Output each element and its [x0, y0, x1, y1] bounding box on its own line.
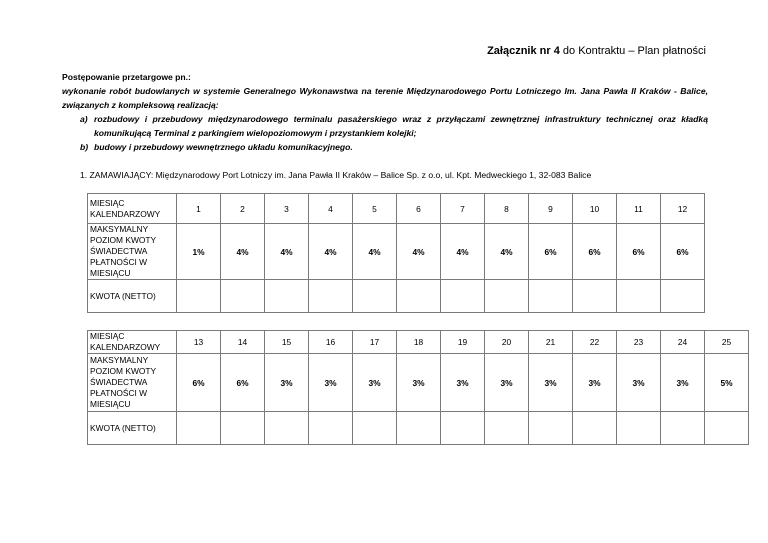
month-cell: 19 — [441, 331, 485, 354]
month-row — [88, 194, 705, 224]
level-cell: 3% — [485, 354, 529, 412]
amount-cell — [661, 412, 705, 445]
amount-cell — [529, 412, 573, 445]
level-cell: 4% — [309, 224, 353, 280]
level-cell: 4% — [441, 224, 485, 280]
amount-cell — [265, 412, 309, 445]
level-cell: 6% — [177, 354, 221, 412]
payment-plan-table-2 — [87, 330, 749, 445]
month-cell: 3 — [265, 194, 309, 224]
procedure-intro — [62, 70, 708, 154]
procedure-heading: Postępowanie przetargowe pn.: — [62, 72, 191, 82]
amount-cell — [397, 280, 441, 313]
level-row — [88, 354, 749, 412]
level-cell: 4% — [485, 224, 529, 280]
scope-list — [62, 112, 708, 154]
level-cell: 3% — [397, 354, 441, 412]
level-cell: 6% — [573, 224, 617, 280]
month-cell: 8 — [485, 194, 529, 224]
amount-cell — [353, 412, 397, 445]
amount-cell — [221, 280, 265, 313]
month-cell: 20 — [485, 331, 529, 354]
scope-item-mark: a) — [80, 114, 88, 124]
scope-item-text: budowy i przebudowy wewnętrznego układu komunikacyjnego. — [94, 142, 353, 152]
month-label: MIESIĄC KALENDARZOWY — [88, 194, 177, 224]
level-cell: 3% — [309, 354, 353, 412]
month-cell: 25 — [705, 331, 749, 354]
scope-item-mark: b) — [80, 142, 89, 152]
level-cell: 4% — [397, 224, 441, 280]
amount-cell — [529, 280, 573, 313]
month-cell: 13 — [177, 331, 221, 354]
amount-cell — [573, 280, 617, 313]
month-cell: 11 — [617, 194, 661, 224]
level-cell: 3% — [573, 354, 617, 412]
annex-number: Załącznik nr 4 — [487, 45, 560, 57]
amount-cell — [309, 280, 353, 313]
month-cell: 6 — [397, 194, 441, 224]
level-cell: 6% — [617, 224, 661, 280]
scope-item-text: rozbudowy i przebudowy międzynarodowego terminalu pasażerskiego wraz z przyłączami zewnętrznej infrastruktury technicznej oraz kładką komunikującą Terminal z parkingiem wielopoziomowym i przystankiem kolejki; — [94, 114, 708, 138]
orderer-line: 1. ZAMAWIAJĄCY: Międzynarodowy Port Lotniczy im. Jana Pawła II Kraków – Balice Sp. z o.o, ul. Kpt. Medweckiego 1, 32-083 Balice — [80, 170, 592, 180]
month-cell: 23 — [617, 331, 661, 354]
annex-title — [487, 45, 706, 57]
month-cell: 2 — [221, 194, 265, 224]
month-cell: 7 — [441, 194, 485, 224]
amount-row — [88, 280, 705, 313]
level-cell: 4% — [353, 224, 397, 280]
month-cell: 1 — [177, 194, 221, 224]
month-cell: 15 — [265, 331, 309, 354]
level-cell: 6% — [221, 354, 265, 412]
amount-cell — [265, 280, 309, 313]
month-cell: 21 — [529, 331, 573, 354]
amount-cell — [617, 412, 661, 445]
month-cell: 18 — [397, 331, 441, 354]
amount-row — [88, 412, 749, 445]
amount-cell — [177, 280, 221, 313]
amount-cell — [309, 412, 353, 445]
month-cell: 16 — [309, 331, 353, 354]
month-cell: 24 — [661, 331, 705, 354]
amount-cell — [177, 412, 221, 445]
month-label: MIESIĄC KALENDARZOWY — [88, 331, 177, 354]
amount-cell — [617, 280, 661, 313]
month-cell: 12 — [661, 194, 705, 224]
amount-cell — [573, 412, 617, 445]
amount-cell — [221, 412, 265, 445]
annex-description: do Kontraktu – Plan płatności — [559, 45, 706, 57]
payment-plan-table-1 — [87, 193, 705, 313]
amount-cell — [397, 412, 441, 445]
month-cell: 17 — [353, 331, 397, 354]
month-cell: 4 — [309, 194, 353, 224]
level-cell: 4% — [265, 224, 309, 280]
amount-label: KWOTA (NETTO) — [88, 280, 177, 313]
amount-cell — [485, 412, 529, 445]
level-cell: 3% — [353, 354, 397, 412]
month-cell: 10 — [573, 194, 617, 224]
month-cell: 5 — [353, 194, 397, 224]
scope-item-b — [62, 140, 708, 154]
level-cell: 3% — [617, 354, 661, 412]
month-cell: 22 — [573, 331, 617, 354]
max-level-label: MAKSYMALNY POZIOM KWOTY ŚWIADECTWA PŁATNOŚCI W MIESIĄCU — [88, 224, 177, 280]
amount-cell — [661, 280, 705, 313]
month-cell: 14 — [221, 331, 265, 354]
amount-label: KWOTA (NETTO) — [88, 412, 177, 445]
amount-cell — [441, 280, 485, 313]
scope-item-a — [62, 112, 708, 140]
amount-cell — [705, 412, 749, 445]
amount-cell — [485, 280, 529, 313]
level-cell: 3% — [441, 354, 485, 412]
level-cell: 3% — [529, 354, 573, 412]
level-cell: 3% — [265, 354, 309, 412]
level-cell: 1% — [177, 224, 221, 280]
month-cell: 9 — [529, 194, 573, 224]
max-level-label: MAKSYMALNY POZIOM KWOTY ŚWIADECTWA PŁATNOŚCI W MIESIĄCU — [88, 354, 177, 412]
level-cell: 6% — [661, 224, 705, 280]
level-cell: 4% — [221, 224, 265, 280]
month-row — [88, 331, 749, 354]
amount-cell — [353, 280, 397, 313]
amount-cell — [441, 412, 485, 445]
level-cell: 6% — [529, 224, 573, 280]
level-cell: 3% — [661, 354, 705, 412]
level-cell: 5% — [705, 354, 749, 412]
level-row — [88, 224, 705, 280]
procedure-subject: wykonanie robót budowlanych w systemie Generalnego Wykonawstwa na terenie Międzynarodowego Portu Lotniczego Im. Jana Pawła II Kraków - Balice, związanych z kompleksową realizacją: — [62, 86, 708, 110]
